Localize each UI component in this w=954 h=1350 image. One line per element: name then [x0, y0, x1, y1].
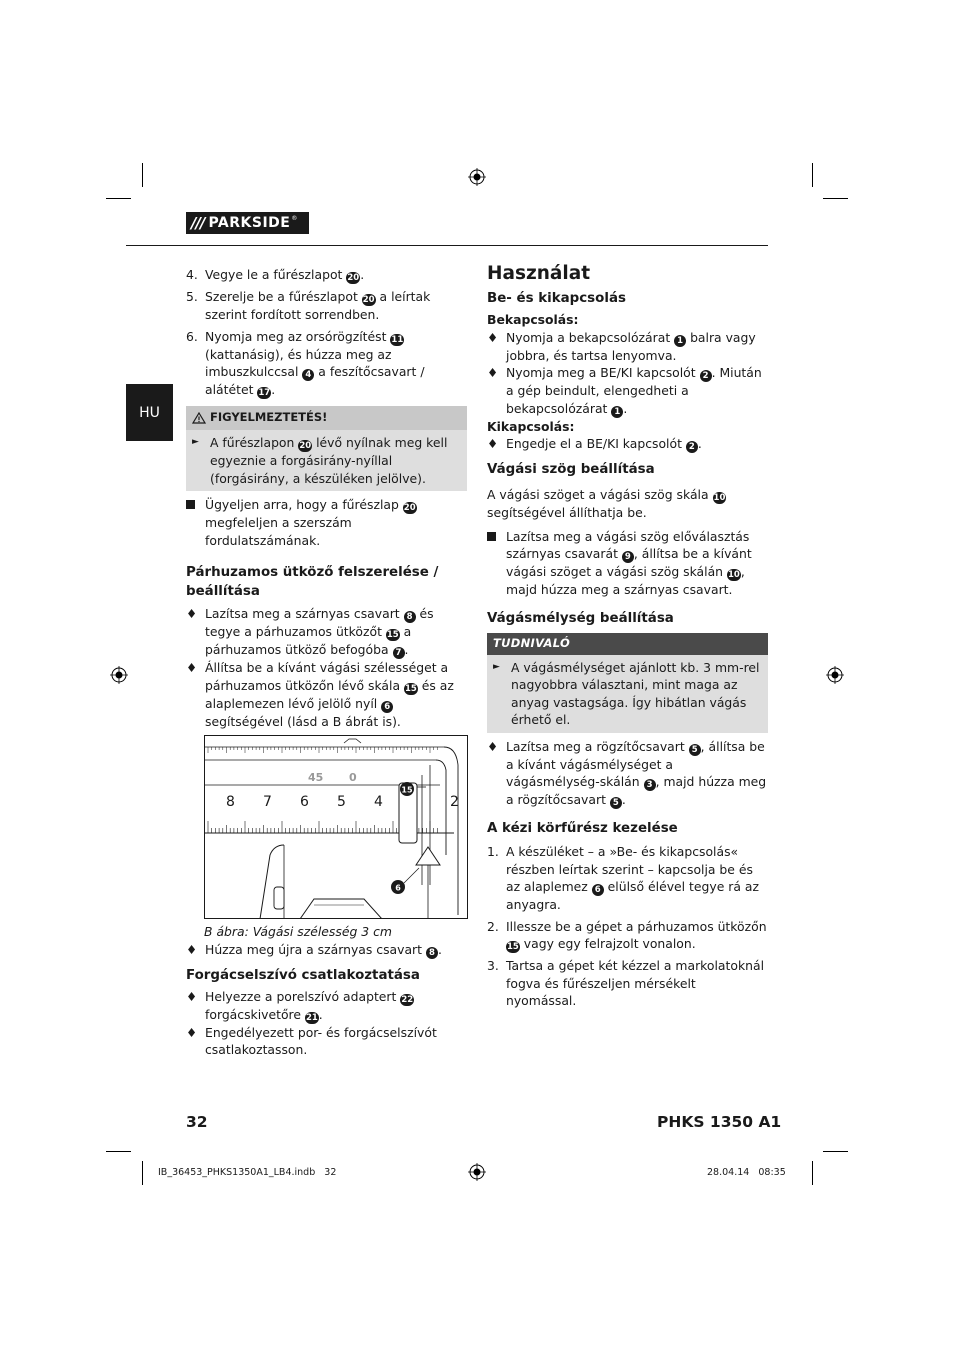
- part-number-badge: 9: [622, 551, 634, 563]
- diamond-bullet-icon: ♦: [186, 988, 198, 1004]
- item-text: vagy egy felrajzolt vonalon.: [519, 936, 696, 951]
- item-text: lévő nyílnak meg kell egyeznie a forgásirány-nyíllal (forgásirány, a készüléken jelölve).: [210, 435, 448, 486]
- note-body: [487, 655, 768, 733]
- list-number: 5.: [186, 289, 198, 304]
- item-text: .: [360, 267, 365, 282]
- figure-scale-number: 5: [337, 794, 346, 810]
- list-item: [487, 918, 768, 954]
- item-text: megfeleljen a szerszám fordulatszámának.: [205, 515, 352, 548]
- part-number-badge: 8: [404, 611, 416, 623]
- part-number-badge: 3: [644, 779, 656, 791]
- item-text: (kattanásig), és húzza meg az imbuszkulccsal: [205, 346, 392, 379]
- item-text: Nyomja a bekapcsolózárat: [506, 329, 675, 345]
- item-text: .: [318, 1006, 323, 1022]
- figure-callout: 15: [401, 785, 413, 795]
- part-number-badge: 17: [258, 388, 271, 398]
- crop-mark: [823, 198, 848, 199]
- part-number-badge: 15: [507, 942, 519, 952]
- part-number-badge: 6: [592, 884, 604, 896]
- figure-angle-label: 0: [349, 771, 357, 784]
- diamond-bullet-icon: ♦: [186, 606, 198, 621]
- list-number: 3.: [487, 958, 499, 973]
- item-text: a párhuzamos ütköző befogóba: [205, 624, 412, 657]
- figure-caption: B ábra: Vágási szélesség 3 cm: [204, 924, 392, 939]
- item-text: Illessze be a gépet a párhuzamos ütközőn: [506, 918, 767, 934]
- part-number-badge: 20: [362, 295, 375, 305]
- list-item: [186, 328, 467, 400]
- part-number-badge: 4: [302, 369, 314, 381]
- figure-angle-label: 45: [308, 771, 324, 784]
- list-item: [487, 364, 768, 418]
- item-text: .: [621, 792, 626, 807]
- slug-left: IB_36453_PHKS1350A1_LB4.indb 32: [158, 1167, 337, 1178]
- diamond-bullet-icon: ♦: [186, 660, 198, 675]
- crop-mark: [812, 1161, 813, 1185]
- diamond-bullet-icon: ♦: [186, 941, 198, 957]
- diamond-bullet-icon: ♦: [487, 738, 499, 754]
- item-text: segítségével (lásd a B ábrát is).: [205, 713, 401, 729]
- list-item: [487, 329, 768, 365]
- figure-scale-number: 6: [300, 794, 309, 810]
- part-number-badge: 1: [611, 406, 623, 418]
- section-heading-onoff: Be- és kikapcsolás: [487, 291, 626, 306]
- warning-box: [186, 406, 467, 491]
- warning-triangle-icon: [192, 412, 206, 424]
- item-text: és tegye a párhuzamos ütközőt: [205, 606, 434, 639]
- paragraph: [487, 486, 768, 522]
- item-text: és az alaplemezen lévő jelölő nyíl: [205, 677, 454, 711]
- list-item: [186, 941, 467, 959]
- registration-mark-icon: [468, 168, 486, 186]
- part-number-badge: 8: [426, 947, 438, 959]
- on-label: Bekapcsolás:: [487, 312, 579, 327]
- item-text: Nyomja meg az orsórögzítést: [205, 328, 391, 344]
- part-number-badge: 20: [347, 273, 360, 283]
- item-text: , állítsa be a kívánt vágási szöget a vágási szög skálán: [506, 546, 752, 579]
- language-tab: HU: [126, 384, 173, 441]
- figure-scale-number: 7: [263, 794, 272, 810]
- square-bullet-item: [186, 496, 467, 549]
- triangle-bullet-icon: ►: [192, 437, 199, 447]
- part-number-badge: 2: [686, 441, 698, 453]
- bullet-list: [186, 605, 467, 730]
- off-label: Kikapcsolás:: [487, 418, 575, 434]
- page-number: 32: [186, 1113, 208, 1131]
- model-name: PHKS 1350 A1: [657, 1113, 782, 1131]
- diamond-bullet-icon: ♦: [487, 365, 499, 380]
- left-column: [186, 266, 467, 1059]
- item-text: Engedélyezett por- és forgácselszívót csatlakoztasson.: [205, 1024, 437, 1057]
- list-item: [487, 738, 768, 810]
- part-number-badge: 5: [689, 744, 701, 756]
- item-text: a feszítőcsavart / alátétet: [205, 364, 425, 397]
- part-number-badge: 22: [401, 994, 414, 1005]
- header-rule: [126, 245, 768, 246]
- item-text: Nyomja meg a BE/KI kapcsolót: [506, 365, 700, 380]
- part-number-badge: 6: [381, 701, 393, 713]
- diamond-bullet-icon: ♦: [487, 436, 499, 451]
- crop-mark: [142, 163, 143, 187]
- part-number-badge: 15: [386, 630, 399, 640]
- square-bullet-icon: [186, 500, 195, 509]
- figure-b-scale-illustration: [204, 735, 468, 919]
- figure-scale-number: 8: [226, 794, 235, 810]
- note-box: [487, 633, 768, 733]
- item-text: segítségével állíthatja be.: [487, 505, 647, 520]
- bullet-list: [186, 941, 467, 959]
- crop-mark: [106, 1151, 131, 1152]
- item-text: . Miután a gép beindult, elengedheti a bekapcsolózárat: [506, 365, 762, 416]
- square-bullet-icon: [487, 532, 496, 541]
- section-heading-parallel: Párhuzamos ütköző felszerelése / beállítása: [186, 565, 439, 599]
- item-text: Lazítsa meg a szárnyas csavart: [205, 606, 404, 621]
- list-item: [186, 659, 467, 730]
- numbered-list: [186, 266, 467, 399]
- warning-text: [192, 434, 461, 487]
- item-text: Szerelje be a fűrészlapot: [205, 289, 362, 304]
- item-text: .: [697, 436, 702, 451]
- list-item: [186, 988, 467, 1024]
- bullet-list: [487, 329, 768, 418]
- list-item: [186, 1024, 467, 1059]
- note-header: TUDNIVALÓ: [487, 633, 768, 655]
- item-text: .: [437, 941, 442, 957]
- part-number-badge: 11: [391, 334, 404, 345]
- part-number-badge: 20: [403, 503, 416, 513]
- crop-mark: [106, 198, 131, 199]
- registration-mark-icon: [468, 1163, 486, 1181]
- item-text: .: [404, 642, 409, 657]
- part-number-badge: 2: [700, 370, 712, 382]
- list-item: [487, 957, 768, 1010]
- crop-mark: [812, 163, 813, 187]
- item-text: forgácskivetőre: [205, 1006, 305, 1022]
- square-bullet-item: [487, 528, 768, 599]
- diamond-bullet-icon: ♦: [487, 329, 499, 345]
- part-number-badge: 10: [727, 570, 740, 580]
- list-item: [186, 266, 467, 284]
- item-text: a leírtak szerint fordított sorrendben.: [205, 289, 431, 322]
- bullet-list: [487, 738, 768, 810]
- list-number: 4.: [186, 267, 198, 282]
- item-text: Húzza meg újra a szárnyas csavart: [205, 941, 426, 957]
- list-item: [186, 605, 467, 659]
- item-text: balra vagy jobbra, és tartsa lenyomva.: [506, 329, 756, 363]
- item-text: , majd húzza meg a rögzítőcsavart: [506, 774, 767, 807]
- diamond-bullet-icon: ♦: [186, 1024, 198, 1040]
- list-item: [487, 435, 768, 453]
- item-text: Helyezze a porelszívó adaptert: [205, 988, 401, 1004]
- part-number-badge: 5: [610, 797, 622, 809]
- warning-title: FIGYELMEZTETÉS!: [210, 410, 328, 425]
- note-text: ► A vágásmélységet ajánlott kb. 3 mm-rel nagyobbra választani, mint maga az anyag vastagsága. Így hibátlan vágás érhető el.: [493, 659, 760, 727]
- item-text: Állítsa be a kívánt vágási szélességet a párhuzamos ütközőn lévő skála: [205, 660, 449, 693]
- part-number-badge: 20: [299, 441, 312, 451]
- list-item: [487, 843, 768, 914]
- brand-name: PARKSIDE: [208, 215, 291, 231]
- list-item: [186, 288, 467, 324]
- item-text: , majd húzza meg a szárnyas csavart.: [506, 564, 745, 597]
- list-number: 2.: [487, 918, 499, 934]
- figure-scale-number: 2: [450, 794, 459, 810]
- item-text: Lazítsa meg a rögzítőcsavart: [506, 738, 689, 754]
- list-number: 6.: [186, 328, 198, 344]
- figure-scale-number: 4: [374, 794, 383, 810]
- crop-mark: [823, 1151, 848, 1152]
- page-title: Használat: [487, 263, 591, 284]
- part-number-badge: 7: [393, 647, 405, 659]
- item-text: Vegye le a fűrészlapot: [205, 267, 347, 282]
- figure-callout: 6: [395, 883, 401, 893]
- numbered-list: [487, 843, 768, 1010]
- section-heading-depth: Vágásmélység beállítása: [487, 610, 674, 626]
- part-number-badge: 1: [674, 335, 686, 347]
- item-text: , állítsa be a kívánt vágásmélységet a vágásmélység-skálán: [506, 738, 765, 789]
- part-number-badge: 10: [713, 493, 726, 503]
- section-heading-dust: Forgácselszívó csatlakoztatása: [186, 967, 420, 983]
- part-number-badge: 21: [305, 1012, 318, 1023]
- item-text: Ügyeljen arra, hogy a fűrészlap: [205, 497, 403, 512]
- slug-right: 28.04.14 08:35: [707, 1167, 786, 1178]
- section-heading-angle: Vágási szög beállítása: [487, 462, 655, 477]
- item-text: A vágási szöget a vágási szög skála: [487, 487, 713, 502]
- part-number-badge: 15: [404, 683, 417, 694]
- item-text: Lazítsa meg a vágási szög előválasztás szárnyas csavarát: [506, 528, 750, 561]
- crop-mark: [142, 1161, 143, 1185]
- item-text: .: [271, 382, 276, 397]
- item-text: A készüléket – a »Be- és kikapcsolás« részben leírtak szerint – kapcsolja be és az alaplemez: [506, 844, 753, 894]
- item-text: A fűrészlapon: [210, 435, 299, 450]
- item-text: Tartsa a gépet két kézzel a markolatoknál fogva és fűrészeljen mérsékelt nyomással.: [506, 958, 765, 1008]
- list-number: 1.: [487, 844, 499, 859]
- registration-mark-icon: [110, 666, 128, 684]
- triangle-bullet-icon: ►: [493, 661, 500, 672]
- bullet-list: [186, 988, 467, 1059]
- item-text: Engedje el a BE/KI kapcsolót: [506, 436, 686, 451]
- warning-body: [186, 430, 467, 491]
- item-text: .: [623, 400, 628, 416]
- warning-header: [186, 406, 467, 430]
- right-column: [487, 263, 768, 1014]
- parkside-logo: /// PARKSIDE ®: [186, 212, 309, 234]
- item-text: elülső élével tegye rá az anyagra.: [506, 879, 759, 912]
- bullet-list: [487, 435, 768, 453]
- registration-mark-icon: [826, 666, 844, 684]
- section-heading-handling: A kézi körfűrész kezelése: [487, 821, 678, 836]
